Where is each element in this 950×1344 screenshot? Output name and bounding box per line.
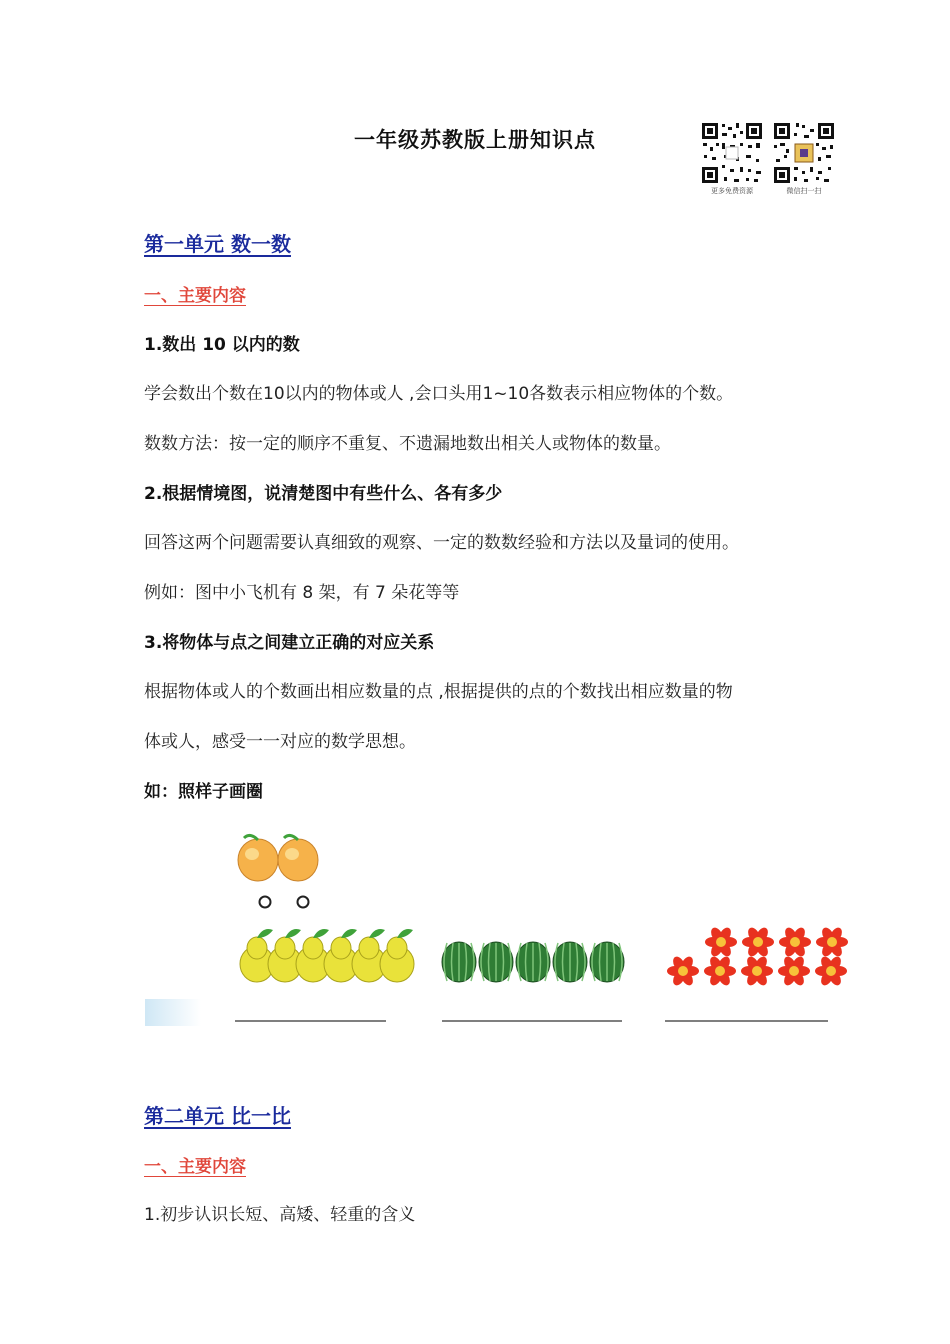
melon [553,942,587,982]
unit1-heading: 第一单元 数一数 [144,232,291,256]
counting-illustration [145,814,880,1026]
flower [705,926,737,959]
flower [778,955,810,988]
melon [590,942,624,982]
example-label: 如：照样子画圈 [144,782,263,802]
peach [238,835,278,881]
melon-group [442,942,624,982]
unit1-item1-paragraph2: 数数方法：按一定的顺序不重复、不遗漏地数出相关人或物体的数量。 [144,434,671,454]
unit1-item2-paragraph2: 例如：图中小飞机有 8 架，有 7 朵花等等 [144,583,460,603]
circle-group [260,897,309,908]
peach-group [238,835,318,881]
count-circle [298,897,309,908]
flower-group [667,926,848,988]
pear [380,929,414,982]
qr-code-right [772,121,836,185]
flower [741,955,773,988]
unit1-item3-title: 3.将物体与点之间建立正确的对应关系 [144,633,435,653]
unit1-section-title: 一、主要内容 [144,286,246,306]
unit1-item3-paragraph1: 根据物体或人的个数画出相应数量的点 ,根据提供的点的个数找出相应数量的物 [144,682,733,702]
flower [779,926,811,959]
flower [704,955,736,988]
qr-caption-left: 更多免费资源 [711,187,753,195]
pear [268,929,302,982]
pear-group [240,929,414,982]
pear [324,929,358,982]
qr-caption-right: 微信扫一扫 [786,187,822,195]
unit1-item1-paragraph1: 学会数出个数在10以内的物体或人 ,会口头用1~10各数表示相应物体的个数。 [144,384,734,404]
melon [479,942,513,982]
unit2-heading: 第二单元 比一比 [144,1104,291,1128]
page-title: 一年级苏教版上册知识点 [354,128,596,152]
unit2-section-title: 一、主要内容 [144,1157,246,1177]
flower [667,955,699,988]
unit2-item1-title: 1.初步认识长短、高矮、轻重的含义 [144,1205,416,1225]
unit1-item2-paragraph1: 回答这两个问题需要认真细致的观察、一定的数数经验和方法以及量词的使用。 [144,533,739,553]
pear [352,929,386,982]
flower [742,926,774,959]
qr-code-left [700,121,764,185]
count-circle [260,897,271,908]
flower [815,955,847,988]
melon [442,942,476,982]
peach [278,835,318,881]
flower [816,926,848,959]
unit1-item2-title: 2.根据情境图，说清楚图中有些什么、各有多少 [144,484,503,504]
melon [516,942,550,982]
pear [240,929,274,982]
unit1-item3-paragraph2: 体或人，感受一一对应的数学思想。 [144,732,416,752]
pear [296,929,330,982]
unit1-item1-title: 1.数出 10 以内的数 [144,335,300,355]
